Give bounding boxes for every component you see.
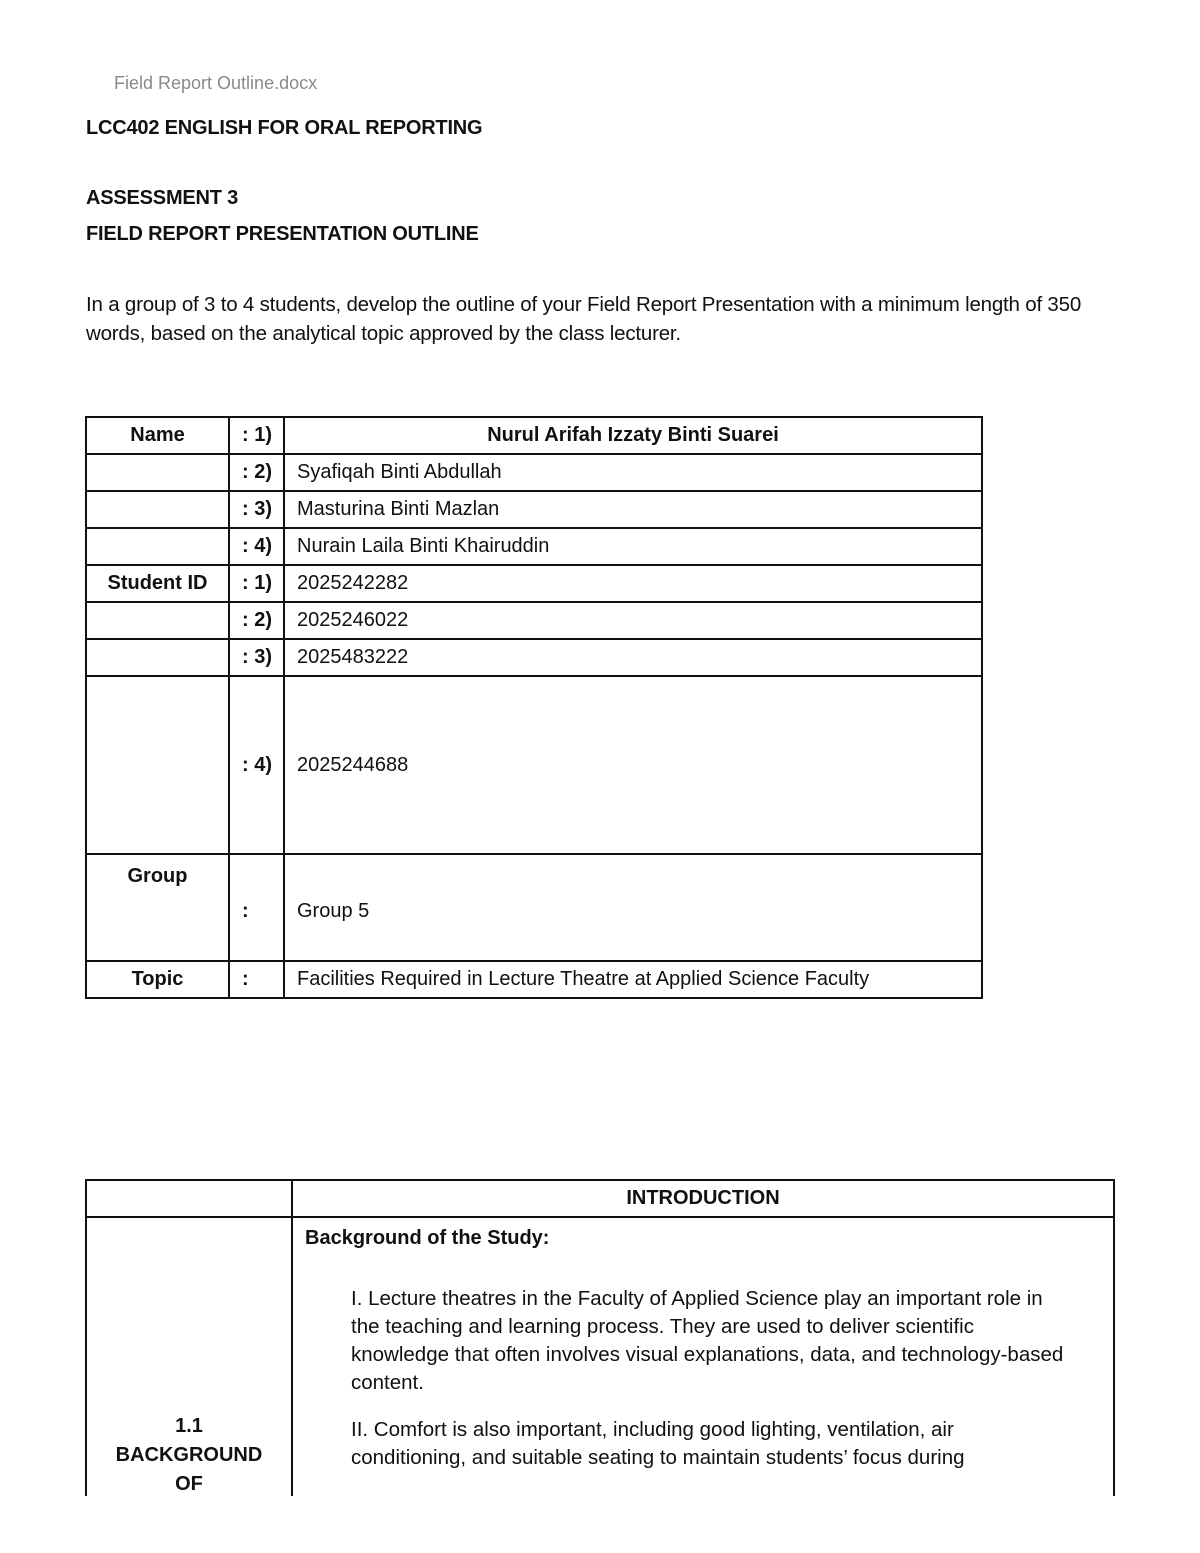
table-row [86, 528, 982, 565]
paragraph: II. Comfort is also important, including good lighting, ventilation, air conditioning, and suitable seating to maintain students’ focus during [351, 1418, 965, 1469]
name-value: Syafiqah Binti Abdullah [284, 454, 982, 491]
topic-label: Topic [86, 961, 229, 998]
name-value: Masturina Binti Mazlan [284, 491, 982, 528]
table-row [86, 602, 982, 639]
student-info-table [85, 416, 983, 999]
section-number: 1.1 [175, 1415, 203, 1437]
table-row [86, 1180, 1114, 1217]
table-row [86, 491, 982, 528]
name-value: Nurain Laila Binti Khairuddin [284, 528, 982, 565]
section-label-cont: OF [175, 1473, 203, 1495]
student-id-value: 2025483222 [284, 639, 982, 676]
introduction-table [85, 1179, 1115, 1496]
section-label: BACKGROUND [115, 1444, 263, 1466]
row-number: : 4) [229, 528, 284, 565]
section-label-cell [86, 1217, 292, 1496]
student-id-value: 2025246022 [284, 602, 982, 639]
row-number: : 1) [229, 565, 284, 602]
student-id-label: Student ID [86, 565, 229, 602]
row-number: : 3) [229, 639, 284, 676]
table-row [86, 676, 982, 854]
row-number: : 3) [229, 491, 284, 528]
row-number: : 2) [229, 602, 284, 639]
row-number: : 1) [229, 417, 284, 454]
topic-colon: : [229, 961, 284, 998]
name-value: Nurul Arifah Izzaty Binti Suarei [284, 417, 982, 454]
student-id-value: 2025242282 [284, 565, 982, 602]
instructions-paragraph: In a group of 3 to 4 students, develop the outline of your Field Report Presentation with a minimum length of 350 words, based on the analytical topic approved by the class lecturer. [86, 293, 1082, 345]
row-number: : 2) [229, 454, 284, 491]
outline-title: FIELD REPORT PRESENTATION OUTLINE [86, 223, 479, 245]
table-row [86, 639, 982, 676]
table-row [86, 1217, 1114, 1496]
table-row [86, 454, 982, 491]
row-number: : 4) [229, 676, 284, 854]
table-row [86, 961, 982, 998]
group-colon: : [229, 854, 284, 961]
document-filename: Field Report Outline.docx [114, 73, 318, 93]
topic-value: Facilities Required in Lecture Theatre at Applied Science Faculty [284, 961, 982, 998]
table-row [86, 854, 982, 961]
table-row [86, 417, 982, 454]
course-title: LCC402 ENGLISH FOR ORAL REPORTING [86, 117, 483, 139]
group-value: Group 5 [284, 854, 982, 961]
subheading: Background of the Study: [305, 1227, 550, 1249]
paragraph: I. Lecture theatres in the Faculty of Applied Science play an important role in the teaching and learning process. They are used to deliver scientific knowledge that often involves visual explanations, data, and technology-based content. [351, 1287, 1064, 1394]
introduction-header: INTRODUCTION [292, 1180, 1114, 1217]
assessment-title: ASSESSMENT 3 [86, 187, 239, 209]
table-row [86, 565, 982, 602]
group-label: Group [86, 854, 229, 961]
name-label: Name [86, 417, 229, 454]
student-id-value: 2025244688 [284, 676, 982, 854]
section-content-cell [292, 1217, 1114, 1496]
